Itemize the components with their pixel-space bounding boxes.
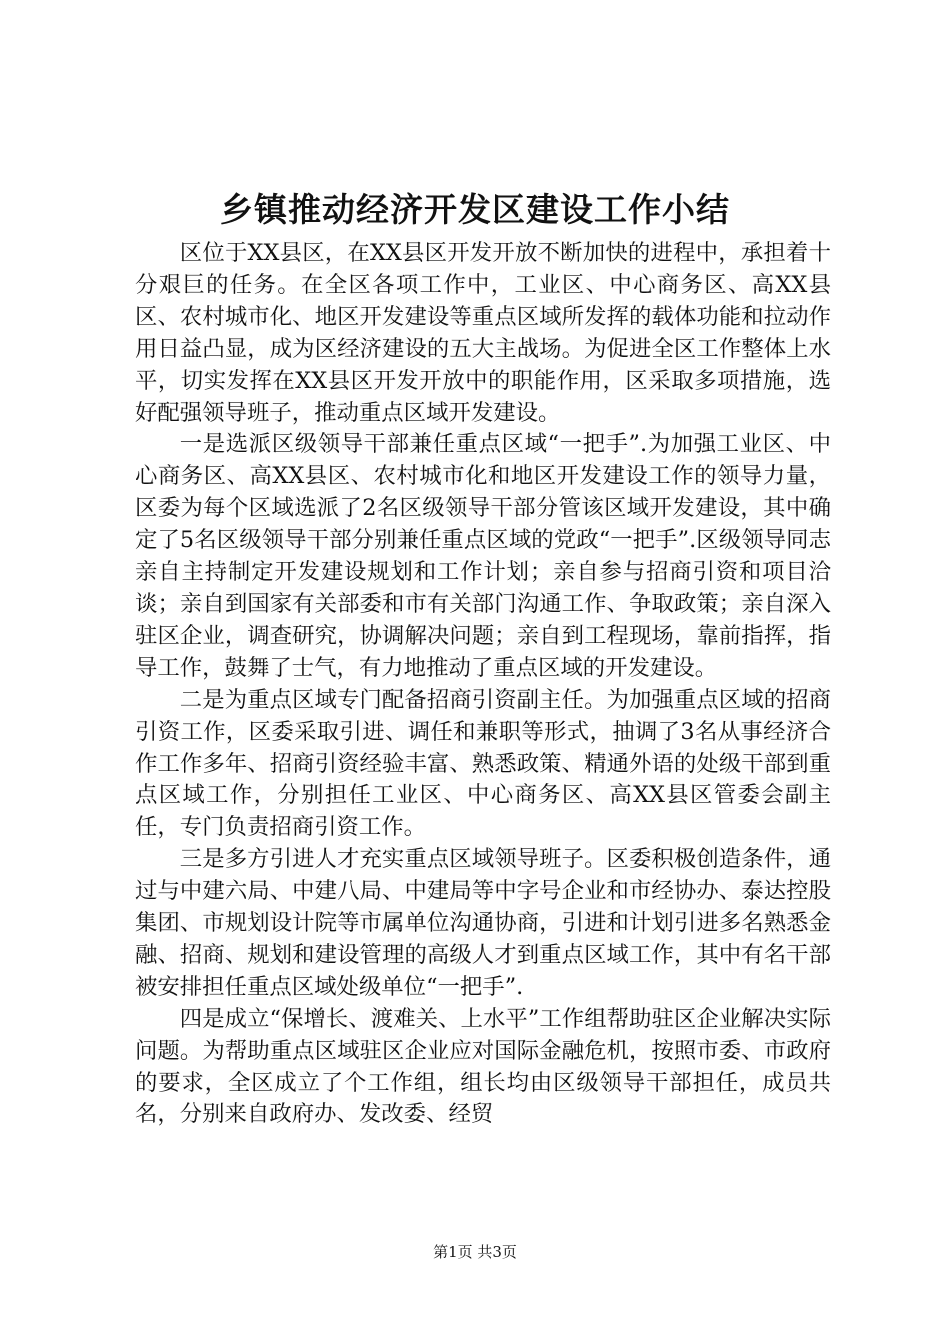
- page-number-footer: 第1页 共3页: [433, 1243, 517, 1261]
- document-body: [135, 238, 831, 1131]
- paragraph-point-1: 一是选派区级领导干部兼任重点区域“一把手”.为加强工业区、中心商务区、高XX县区、农村城市化和地区开发建设工作的领导力量，区委为每个区域选派了2名区级领导干部分管该区域开发建设，其中确定了5名区级领导干部分别兼任重点区域的党政“一把手”.区级领导同志亲自主持制定开发建设规划和工作计划；亲自参与招商引资和项目洽谈；亲自到国家有关部委和市有关部门沟通工作、争取政策；亲自深入驻区企业，调查研究，协调解决问题；亲自到工程现场，靠前指挥，指导工作，鼓舞了士气，有力地推动了重点区域的开发建设。: [135, 431, 831, 681]
- paragraph-point-2: 二是为重点区域专门配备招商引资副主任。为加强重点区域的招商引资工作，区委采取引进、调任和兼职等形式，抽调了3名从事经济合作工作多年、招商引资经验丰富、熟悉政策、精通外语的处级干部到重点区域工作，分别担任工业区、中心商务区、高XX县区管委会副主任，专门负责招商引资工作。: [135, 686, 831, 841]
- paragraph-intro: 区位于XX县区，在XX县区开发开放不断加快的进程中，承担着十分艰巨的任务。在全区各项工作中，工业区、中心商务区、高XX县区、农村城市化、地区开发建设等重点区域所发挥的载体功能和拉动作用日益凸显，成为区经济建设的五大主战场。为促进全区工作整体上水平，切实发挥在XX县区开发开放中的职能作用，区采取多项措施，选好配强领导班子，推动重点区域开发建设。: [135, 240, 831, 426]
- document-title: 乡镇推动经济开发区建设工作小结: [220, 190, 730, 229]
- paragraph-point-4: 四是成立“保增长、渡难关、上水平”工作组帮助驻区企业解决实际问题。为帮助重点区域驻区企业应对国际金融危机，按照市委、市政府的要求，全区成立了个工作组，组长均由区级领导干部担任，成员共名，分别来自政府办、发改委、经贸: [135, 1005, 831, 1128]
- paragraph-point-3: 三是多方引进人才充实重点区域领导班子。区委积极创造条件，通过与中建六局、中建八局、中建局等中字号企业和市经协办、泰达控股集团、市规划设计院等市属单位沟通协商，引进和计划引进多名熟悉金融、招商、规划和建设管理的高级人才到重点区域工作，其中有名干部被安排担任重点区域处级单位“一把手”.: [135, 846, 831, 1000]
